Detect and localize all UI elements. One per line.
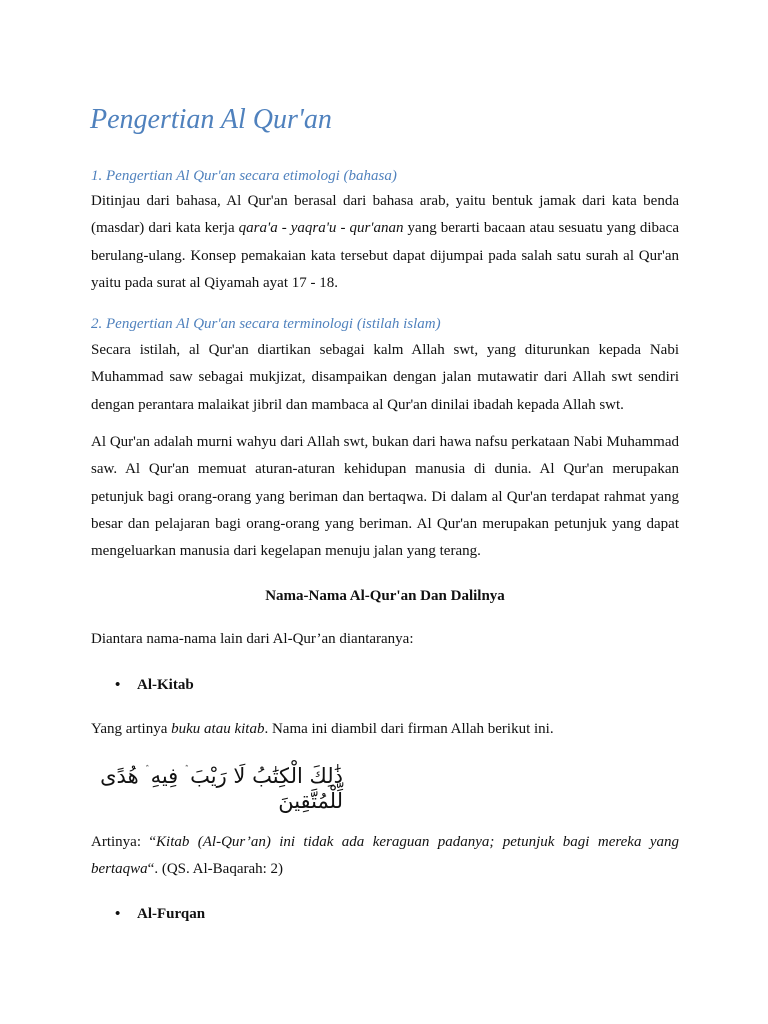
- section2-heading: 2. Pengertian Al Qur'an secara terminologi (istilah islam): [91, 316, 441, 332]
- bullet-al-furqan: [115, 906, 205, 923]
- text: Artinya: “: [91, 834, 157, 850]
- bullet-label: Al-Furqan: [137, 906, 206, 922]
- kitab-paragraph: [91, 716, 679, 743]
- italic-text: buku atau kitab: [171, 721, 265, 737]
- text: . Nama ini diambil dari firman Allah berikut ini.: [264, 721, 554, 737]
- section1-paragraph: [91, 188, 679, 297]
- bullet-icon: •: [115, 677, 121, 693]
- section2-paragraph: Secara istilah, al Qur'an diartikan sebagai kalm Allah swt, yang diturunkan kepada Nabi Muhammad saw sebagai mukjizat, disampaikan dengan jalan mutawatir dari Allah swt sendiri dengan perantara malaikat jibril dan mambaca al Qur'an dinilai ibadah kepada Allah swt.: [91, 342, 679, 413]
- paragraph-3: Al Qur'an adalah murni wahyu dari Allah swt, bukan dari hawa nafsu perkataan Nabi Muhammad saw. Al Qur'an memuat aturan-aturan kehidupan manusia di dunia. Al Qur'an merupakan petunjuk bagi orang-orang yang beriman dan bertaqwa. Di dalam al Qur'an terdapat rahmat yang besar dan pelajaran bagi orang-orang yang beriman. Al Qur'an merupakan petunjuk yang dapat mengeluarkan manusia dari kegelapan menuju jalan yang terang.: [91, 434, 679, 560]
- italic-text: Kitab (Al-Qur’an) ini tidak ada keraguan padanya; petunjuk bagi mereka yang bertaqwa: [91, 834, 679, 878]
- arabic-verse: ذَٰلِكَ الْكِتَٰبُ لَا رَيْبَ ۛ فِيهِ ۛ هُدًى لِّلْمُتَّقِينَ: [100, 764, 343, 813]
- bullet-icon: •: [115, 906, 121, 922]
- names-heading: Nama-Nama Al-Qur'an Dan Dalilnya: [265, 588, 505, 604]
- artinya-paragraph: [91, 829, 679, 884]
- text: yang berarti bacaan atau sesuatu yang dibaca berulang-ulang. Konsep pemakaian kata tersebut dapat dijumpai pada salah satu surah al Qur'an yaitu pada surat al Qiyamah ayat 17 - 18.: [91, 220, 679, 291]
- intro-text: Diantara nama-nama lain dari Al-Qur’an diantaranya:: [91, 631, 414, 647]
- bullet-al-kitab: [115, 677, 194, 694]
- text: Ditinjau dari bahasa, Al Qur'an berasal dari bahasa arab, yaitu bentuk jamak dari kata benda (masdar) dari kata kerja: [91, 193, 679, 237]
- page-title: Pengertian Al Qur'an: [90, 104, 332, 135]
- text: Yang artinya: [91, 721, 172, 737]
- section1-heading: 1. Pengertian Al Qur'an secara etimologi (bahasa): [91, 168, 397, 184]
- bullet-label: Al-Kitab: [137, 677, 194, 693]
- italic-text: qara'a - yaqra'u - qur'anan: [238, 220, 404, 237]
- text: “. (QS. Al-Baqarah: 2): [147, 861, 284, 878]
